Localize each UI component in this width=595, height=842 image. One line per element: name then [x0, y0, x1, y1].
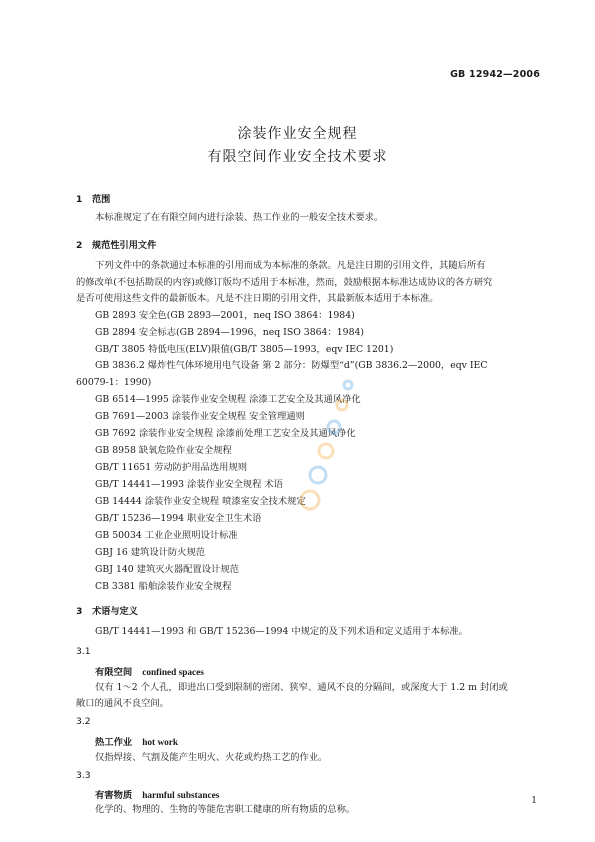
reference-item: GB/T 14441—1993 涂装作业安全规程 术语 — [95, 479, 283, 490]
term-en: hot work — [142, 738, 179, 748]
section-2-intro-line: 是否可使用这些文件的最新版本。凡是不注日期的引用文件，其最新版本适用于本标准。 — [76, 293, 439, 304]
term-zh: 有限空间 — [95, 667, 133, 678]
reference-item: GB 7692 涂装作业安全规程 涂漆前处理工艺安全及其通风净化 — [95, 428, 356, 439]
term-zh: 热工作业 — [95, 737, 133, 748]
reference-item: GB 3836.2 爆炸性气体环境用电气设备 第 2 部分：防爆型“d”(GB 3836.2—2000，eqv IEC — [95, 360, 488, 371]
reference-item: GB 50034 工业企业照明设计标准 — [95, 530, 238, 541]
term-heading — [95, 734, 178, 748]
reference-item: GB 2893 安全色(GB 2893—2001，neq ISO 3864：1984) — [95, 310, 355, 321]
term-heading — [95, 664, 204, 678]
section-2-heading — [76, 237, 156, 251]
section-1-text: 本标准规定了在有限空间内进行涂装、热工作业的一般安全技术要求。 — [95, 212, 384, 223]
standard-code: GB 12942—2006 — [450, 69, 540, 80]
doc-title-line2: 有限空间作业安全技术要求 — [207, 149, 388, 165]
reference-item-continued: 60079-1：1990) — [76, 377, 152, 388]
reference-item: GB 14444 涂装作业安全规程 喷漆室安全技术规定 — [95, 496, 306, 507]
section-3-intro: GB/T 14441—1993 和 GB/T 15236—1994 中规定的及下列术语和定义适用于本标准。 — [95, 626, 468, 637]
doc-title-line1: 涂装作业安全规程 — [237, 126, 358, 142]
reference-item: GB/T 3805 特低电压(ELV)限值(GB/T 3805—1993，eqv IEC 1201) — [95, 344, 394, 355]
reference-item: GB/T 15236—1994 职业安全卫生术语 — [95, 513, 262, 524]
section-number: 3 — [76, 606, 83, 617]
clause-number: 3.1 — [76, 646, 91, 657]
watermark-logo — [290, 365, 360, 525]
page-number: 1 — [531, 796, 537, 806]
clause-number: 3.3 — [76, 770, 91, 781]
reference-item: GB/T 11651 劳动防护用品选用规则 — [95, 462, 248, 473]
reference-item: CB 3381 船舶涂装作业安全规程 — [95, 581, 232, 592]
term-definition-line: 敞口的通风不良空间。 — [76, 698, 169, 709]
reference-item: GB 8958 缺氧危险作业安全规程 — [95, 445, 232, 456]
term-en: harmful substances — [142, 791, 220, 801]
section-1-heading — [76, 191, 110, 205]
section-3-heading — [76, 603, 138, 617]
section-number: 1 — [76, 194, 83, 205]
section-title: 范围 — [92, 194, 111, 205]
reference-item: GB 6514—1995 涂装作业安全规程 涂漆工艺安全及其通风净化 — [95, 394, 361, 405]
section-title: 规范性引用文件 — [92, 240, 157, 251]
section-2-intro-line: 下列文件中的条款通过本标准的引用而成为本标准的条款。凡是注日期的引用文件，其随后所有 — [95, 260, 486, 271]
reference-item: GBJ 16 建筑设计防火规范 — [95, 547, 206, 558]
section-2-intro-line: 的修改单(不包括勘误的内容)或修订版均不适用于本标准，然而，鼓励根据本标准达成协议的各方研究 — [76, 277, 493, 288]
term-zh: 有害物质 — [95, 790, 133, 801]
reference-item: GBJ 140 建筑灭火器配置设计规范 — [95, 564, 239, 575]
term-definition-line: 仅有 1～2 个人孔，即进出口受到限制的密闭、狭窄、通风不良的分隔间，或深度大于 1.2 m 封闭或 — [95, 682, 508, 693]
term-definition-line: 仅指焊接、气割及能产生明火、火花或灼热工艺的作业。 — [95, 752, 328, 763]
clause-number: 3.2 — [76, 716, 91, 727]
section-title: 术语与定义 — [92, 606, 138, 617]
term-en: confined spaces — [142, 668, 204, 678]
reference-item: GB 2894 安全标志(GB 2894—1996，neq ISO 3864：1984) — [95, 327, 365, 338]
section-number: 2 — [76, 240, 83, 251]
term-definition-line: 化学的、物理的、生物的等能危害职工健康的所有物质的总称。 — [95, 804, 356, 815]
term-heading — [95, 787, 219, 801]
reference-item: GB 7691—2003 涂装作业安全规程 安全管理通则 — [95, 411, 305, 422]
